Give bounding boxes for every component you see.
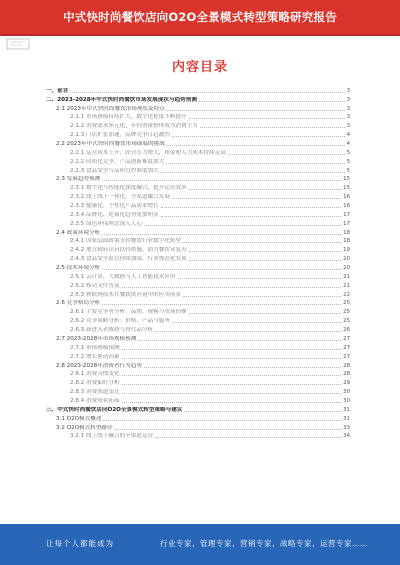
toc-entry-title: 2.8.4 消费场景拓展 [70,397,120,404]
toc-entry-page: 3 [346,87,350,94]
toc-entry-title: 2.4.3 食品安全监管持续加强，行业规范化发展 [70,256,187,263]
toc-entry[interactable] [44,386,350,395]
toc-entry-page: 16 [343,194,350,201]
toc-leader-dots [183,295,341,297]
toc-entry[interactable] [44,200,350,209]
toc-entry-page: 15 [343,185,350,192]
toc-leader-dots [184,410,341,412]
toc-leader-dots [144,366,341,368]
toc-entry[interactable] [44,369,350,378]
toc-entry-page: 30 [343,389,350,396]
toc-leader-dots [172,135,345,137]
toc-entry-page: 4 [346,141,350,148]
report-footer [0,524,400,565]
toc-entry-title: 2.3.4 品牌化、连锁化趋势更加明显 [70,211,159,218]
toc-entry[interactable] [44,271,350,280]
toc-entry-page: 18 [343,238,350,245]
toc-entry[interactable] [44,306,350,315]
toc-entry[interactable] [44,209,350,218]
toc-entry-page: 20 [343,256,350,263]
toc-entry-title: 2.6.2 竞争策略分析：价格、产品与服务 [70,318,170,325]
toc-entry[interactable] [44,342,350,351]
toc-entry-title: 2.1.3 门店扩张加速，品牌竞争日趋激烈 [70,132,170,139]
toc-entry-page: 3 [346,105,350,112]
toc-leader-dots [167,144,345,146]
toc-entry-title: 三、中式快时尚餐饮店向O2O全景模式转型策略与建议 [46,406,183,413]
toc-leader-dots [161,215,341,217]
table-of-contents [44,85,350,439]
toc-entry-title: 2.4 政策环境分析 [56,229,101,236]
toc-leader-dots [200,126,345,128]
toc-entry-page: 27 [343,353,350,360]
toc-leader-dots [167,109,345,111]
toc-entry-page: 33 [343,424,350,431]
toc-leader-dots [102,303,341,305]
toc-entry-title: 2.8.3 消费渠道变迁 [70,389,120,396]
toc-entry-title: 2.6.3 新进入者威胁与替代品分析 [70,327,154,334]
toc-entry-page: 3 [346,123,350,130]
toc-entry-page: 29 [343,380,350,387]
toc-entry[interactable] [44,227,350,236]
toc-entry[interactable] [44,112,350,121]
toc-entry[interactable] [44,165,350,174]
toc-entry-page: 16 [343,203,350,210]
toc-entry-title: 一、前言 [46,87,69,94]
toc-entry-page: 17 [343,211,350,218]
toc-entry-page: 3 [346,114,350,121]
toc-entry[interactable] [44,280,350,289]
toc-entry[interactable] [44,174,350,183]
toc-heading: 内容目录 [171,60,228,75]
toc-leader-dots [115,428,342,430]
toc-entry-title: 2.3.3 健康化、个性化产品需求增长 [70,203,159,210]
toc-entry-page: 17 [343,220,350,227]
toc-entry-page: 21 [343,273,350,280]
footer-slogan: 让每个人都能成为 [46,539,114,548]
report-header [0,0,400,34]
toc-entry-title: 3.1 O2O模式概述 [56,415,102,422]
toc-entry-page: 28 [343,362,350,369]
toc-entry[interactable] [44,413,350,422]
toc-entry[interactable] [44,236,350,245]
toc-leader-dots [122,383,342,385]
toc-entry-title: 2.4.2 地方政府出台扶持措施，助力餐饮业复苏 [70,247,187,254]
toc-entry-title: 2.8.2 消费偏好分析 [70,380,120,387]
toc-leader-dots [122,357,342,359]
toc-entry[interactable] [44,103,350,112]
toc-leader-dots [183,241,341,243]
toc-entry[interactable] [44,138,350,147]
toc-entry[interactable] [44,289,350,298]
toc-leader-dots [103,419,341,421]
toc-entry-title: 2.8.1 消费习惯变化 [70,371,120,378]
toc-entry-title: 2.1.1 市场规模持续扩大，数字化程度不断提升 [70,114,187,121]
toc-leader-dots [189,312,341,314]
toc-leader-dots [122,348,342,350]
toc-entry-page: 28 [343,371,350,378]
toc-entry-title: 2.5 技术环境分析 [56,265,101,272]
toc-entry-page: 5 [346,158,350,165]
toc-entry[interactable] [44,404,350,413]
toc-entry[interactable] [44,156,350,165]
toc-leader-dots [178,277,342,279]
toc-entry-page: 25 [343,300,350,307]
toc-entry-page: 3 [346,96,350,103]
toc-leader-dots [102,179,341,181]
toc-entry-title: 3.2 O2O模式转型路径 [56,424,113,431]
toc-entry[interactable] [44,244,350,253]
toc-entry[interactable] [44,147,350,156]
toc-leader-dots [161,206,341,208]
toc-entry[interactable] [44,191,350,200]
toc-entry-page: 5 [346,167,350,174]
toc-entry[interactable] [44,218,350,227]
toc-entry[interactable] [44,351,350,360]
toc-leader-dots [70,91,344,93]
toc-leader-dots [172,197,341,199]
toc-entry-title: 2.6.1 主要竞争者分析：品牌、规模与市场份额 [70,309,187,316]
toc-entry[interactable] [44,324,350,333]
toc-entry[interactable] [44,377,350,386]
toc-entry-page: 21 [343,282,350,289]
footer-tagline: 行业专家、管理专家、营销专家、战略专家、运营专家…… [160,539,368,548]
toc-entry-page: 22 [343,291,350,298]
toc-leader-dots [172,321,341,323]
toc-entry-page: 34 [343,433,350,440]
toc-entry[interactable] [44,262,350,271]
toc-entry[interactable] [44,85,350,94]
toc-entry-page: 27 [343,344,350,351]
toc-leader-dots [102,233,341,235]
toc-entry-title: 2.7 2023-2028年市场规模预测 [56,335,137,342]
toc-entry-page: 18 [343,229,350,236]
toc-entry-title: 2.2.1 运营成本上升，经营压力增大，租金和人力成本持续走高 [70,149,226,156]
toc-entry-page: 4 [346,132,350,139]
toc-entry-page: 31 [343,406,350,413]
toc-leader-dots [122,374,342,376]
toc-leader-dots [122,286,342,288]
toc-entry-page: 27 [343,335,350,342]
toc-entry-title: 二、2023-2028年中式快时尚餐饮市场发展现状与趋势预测 [46,96,197,103]
toc-entry[interactable] [44,182,350,191]
toc-leader-dots [144,224,341,226]
toc-entry-title: 2.2.3 食品安全与品质管控难度加大 [70,167,159,174]
toc-entry-title: 2.3.2 线上线下一体化，全渠道融合发展 [70,194,170,201]
toc-entry[interactable] [44,129,350,138]
toc-entry-title: 2.2 2023年中式快时尚餐饮市场面临的挑战 [56,141,165,148]
toc-entry-title: 3.2.1 线上线下融合的全渠道运营 [70,433,154,440]
toc-leader-dots [138,339,341,341]
toc-entry[interactable] [44,315,350,324]
toc-entry[interactable] [44,120,350,129]
toc-leader-dots [166,162,344,164]
toc-leader-dots [228,153,345,155]
toc-entry-page: 20 [343,265,350,272]
toc-entry-title: 2.3.5 绿色环保理念深入人心 [70,220,142,227]
toc-entry-page: 30 [343,397,350,404]
toc-entry-title: 2.7.1 市场规模预测 [70,344,120,351]
toc-entry[interactable] [44,422,350,431]
toc-leader-dots [189,259,341,261]
toc-entry[interactable] [44,333,350,342]
toc-entry-title: 2.1.2 消费需求多元化，年轻消费群体成为消费主力 [70,123,198,130]
toc-leader-dots [199,100,345,102]
toc-entry-title: 2.8 2023-2028年消费者行为趋势 [56,362,142,369]
toc-leader-dots [122,392,342,394]
toc-leader-dots [122,401,342,403]
toc-entry-title: 2.2.2 同质化竞争，产品创新难度加大 [70,158,165,165]
report-title: 中式快时尚餐饮店向O2O全景模式转型策略研究报告 [63,10,337,24]
toc-entry-title: 2.4.1 国家层面政策支持餐饮行业数字化转型 [70,238,182,245]
toc-leader-dots [102,268,341,270]
toc-entry[interactable] [44,431,350,440]
toc-entry-title: 2.5.1 云计算、大数据与人工智能技术应用 [70,273,176,280]
header-divider [0,34,400,36]
toc-entry-page: 26 [343,327,350,334]
toc-entry-title: 2.1 2023年中式快时尚餐饮市场现状及特点 [56,105,165,112]
toc-entry-page: 15 [343,176,350,183]
toc-leader-dots [189,188,341,190]
toc-entry-title: 2.3.1 数字化与智能化深度融合，提升运营效率 [70,185,187,192]
toc-entry-page: 19 [343,247,350,254]
toc-entry-page: 5 [346,149,350,156]
toc-entry[interactable] [44,298,350,307]
toc-entry-page: 31 [343,415,350,422]
toc-leader-dots [155,436,341,438]
toc-entry[interactable] [44,360,350,369]
toc-leader-dots [189,250,341,252]
toc-entry[interactable] [44,253,350,262]
toc-entry-title: 2.5.2 移动支付普及 [70,282,120,289]
toc-entry-title: 2.5.3 物联网技术在餐饮供应链中的应用前景 [70,291,182,298]
toc-entry[interactable] [44,94,350,103]
toc-entry-page: 25 [343,318,350,325]
toc-entry-title: 2.6 竞争格局分析 [56,300,101,307]
toc-entry-title: 2.7.2 增长驱动因素 [70,353,120,360]
page-corner-icon [6,38,30,50]
toc-entry-page: 25 [343,309,350,316]
toc-entry[interactable] [44,395,350,404]
toc-entry-title: 2.3 发展趋势预测 [56,176,101,183]
toc-leader-dots [155,330,341,332]
toc-leader-dots [189,117,345,119]
toc-leader-dots [161,171,345,173]
